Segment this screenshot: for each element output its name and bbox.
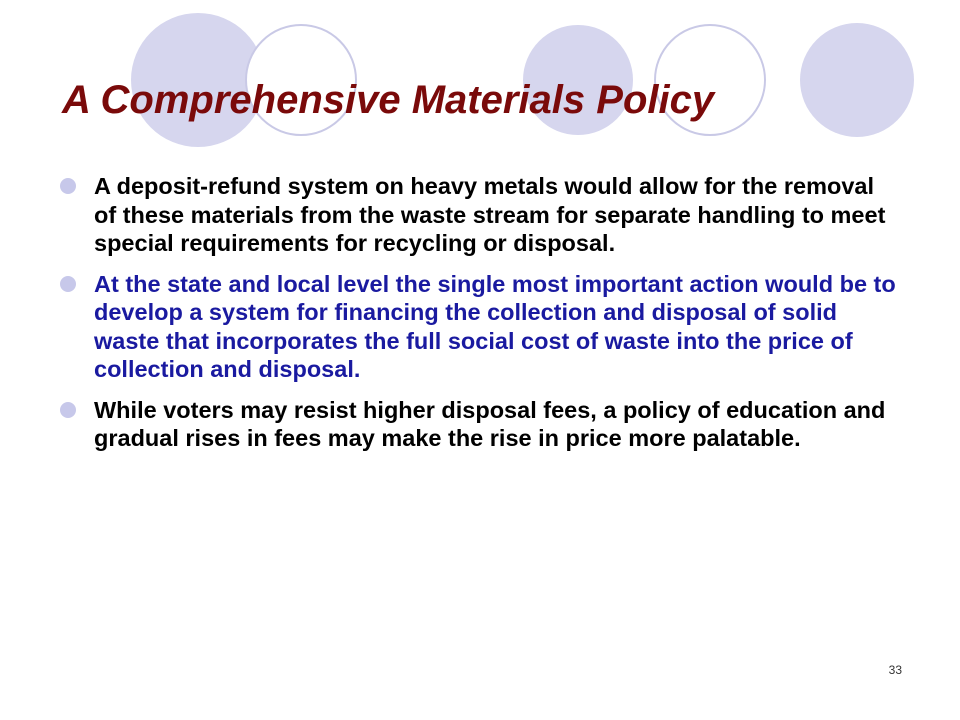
bullet-item	[60, 396, 900, 453]
bullet-icon	[60, 178, 76, 194]
bullet-icon	[60, 276, 76, 292]
bullet-text: A deposit-refund system on heavy metals would allow for the removal of these materials from the waste stream for separate handling to meet special requirements for recycling or disposal.	[94, 173, 886, 256]
bullet-text: While voters may resist higher disposal fees, a policy of education and gradual rises in fees may make the rise in price more palatable.	[94, 396, 886, 451]
bullet-list	[60, 172, 900, 465]
decor-circle-filled	[800, 23, 914, 137]
page-number: 33	[888, 663, 902, 677]
bullet-item	[60, 172, 900, 258]
bullet-icon	[60, 402, 76, 418]
bullet-item	[60, 270, 900, 384]
bullet-text: At the state and local level the single most important action would be to develop a system for financing the collection and disposal of solid waste that incorporates the full social cost of waste into the price of collection and disposal.	[94, 270, 896, 382]
slide-title: A Comprehensive Materials Policy	[62, 78, 715, 122]
